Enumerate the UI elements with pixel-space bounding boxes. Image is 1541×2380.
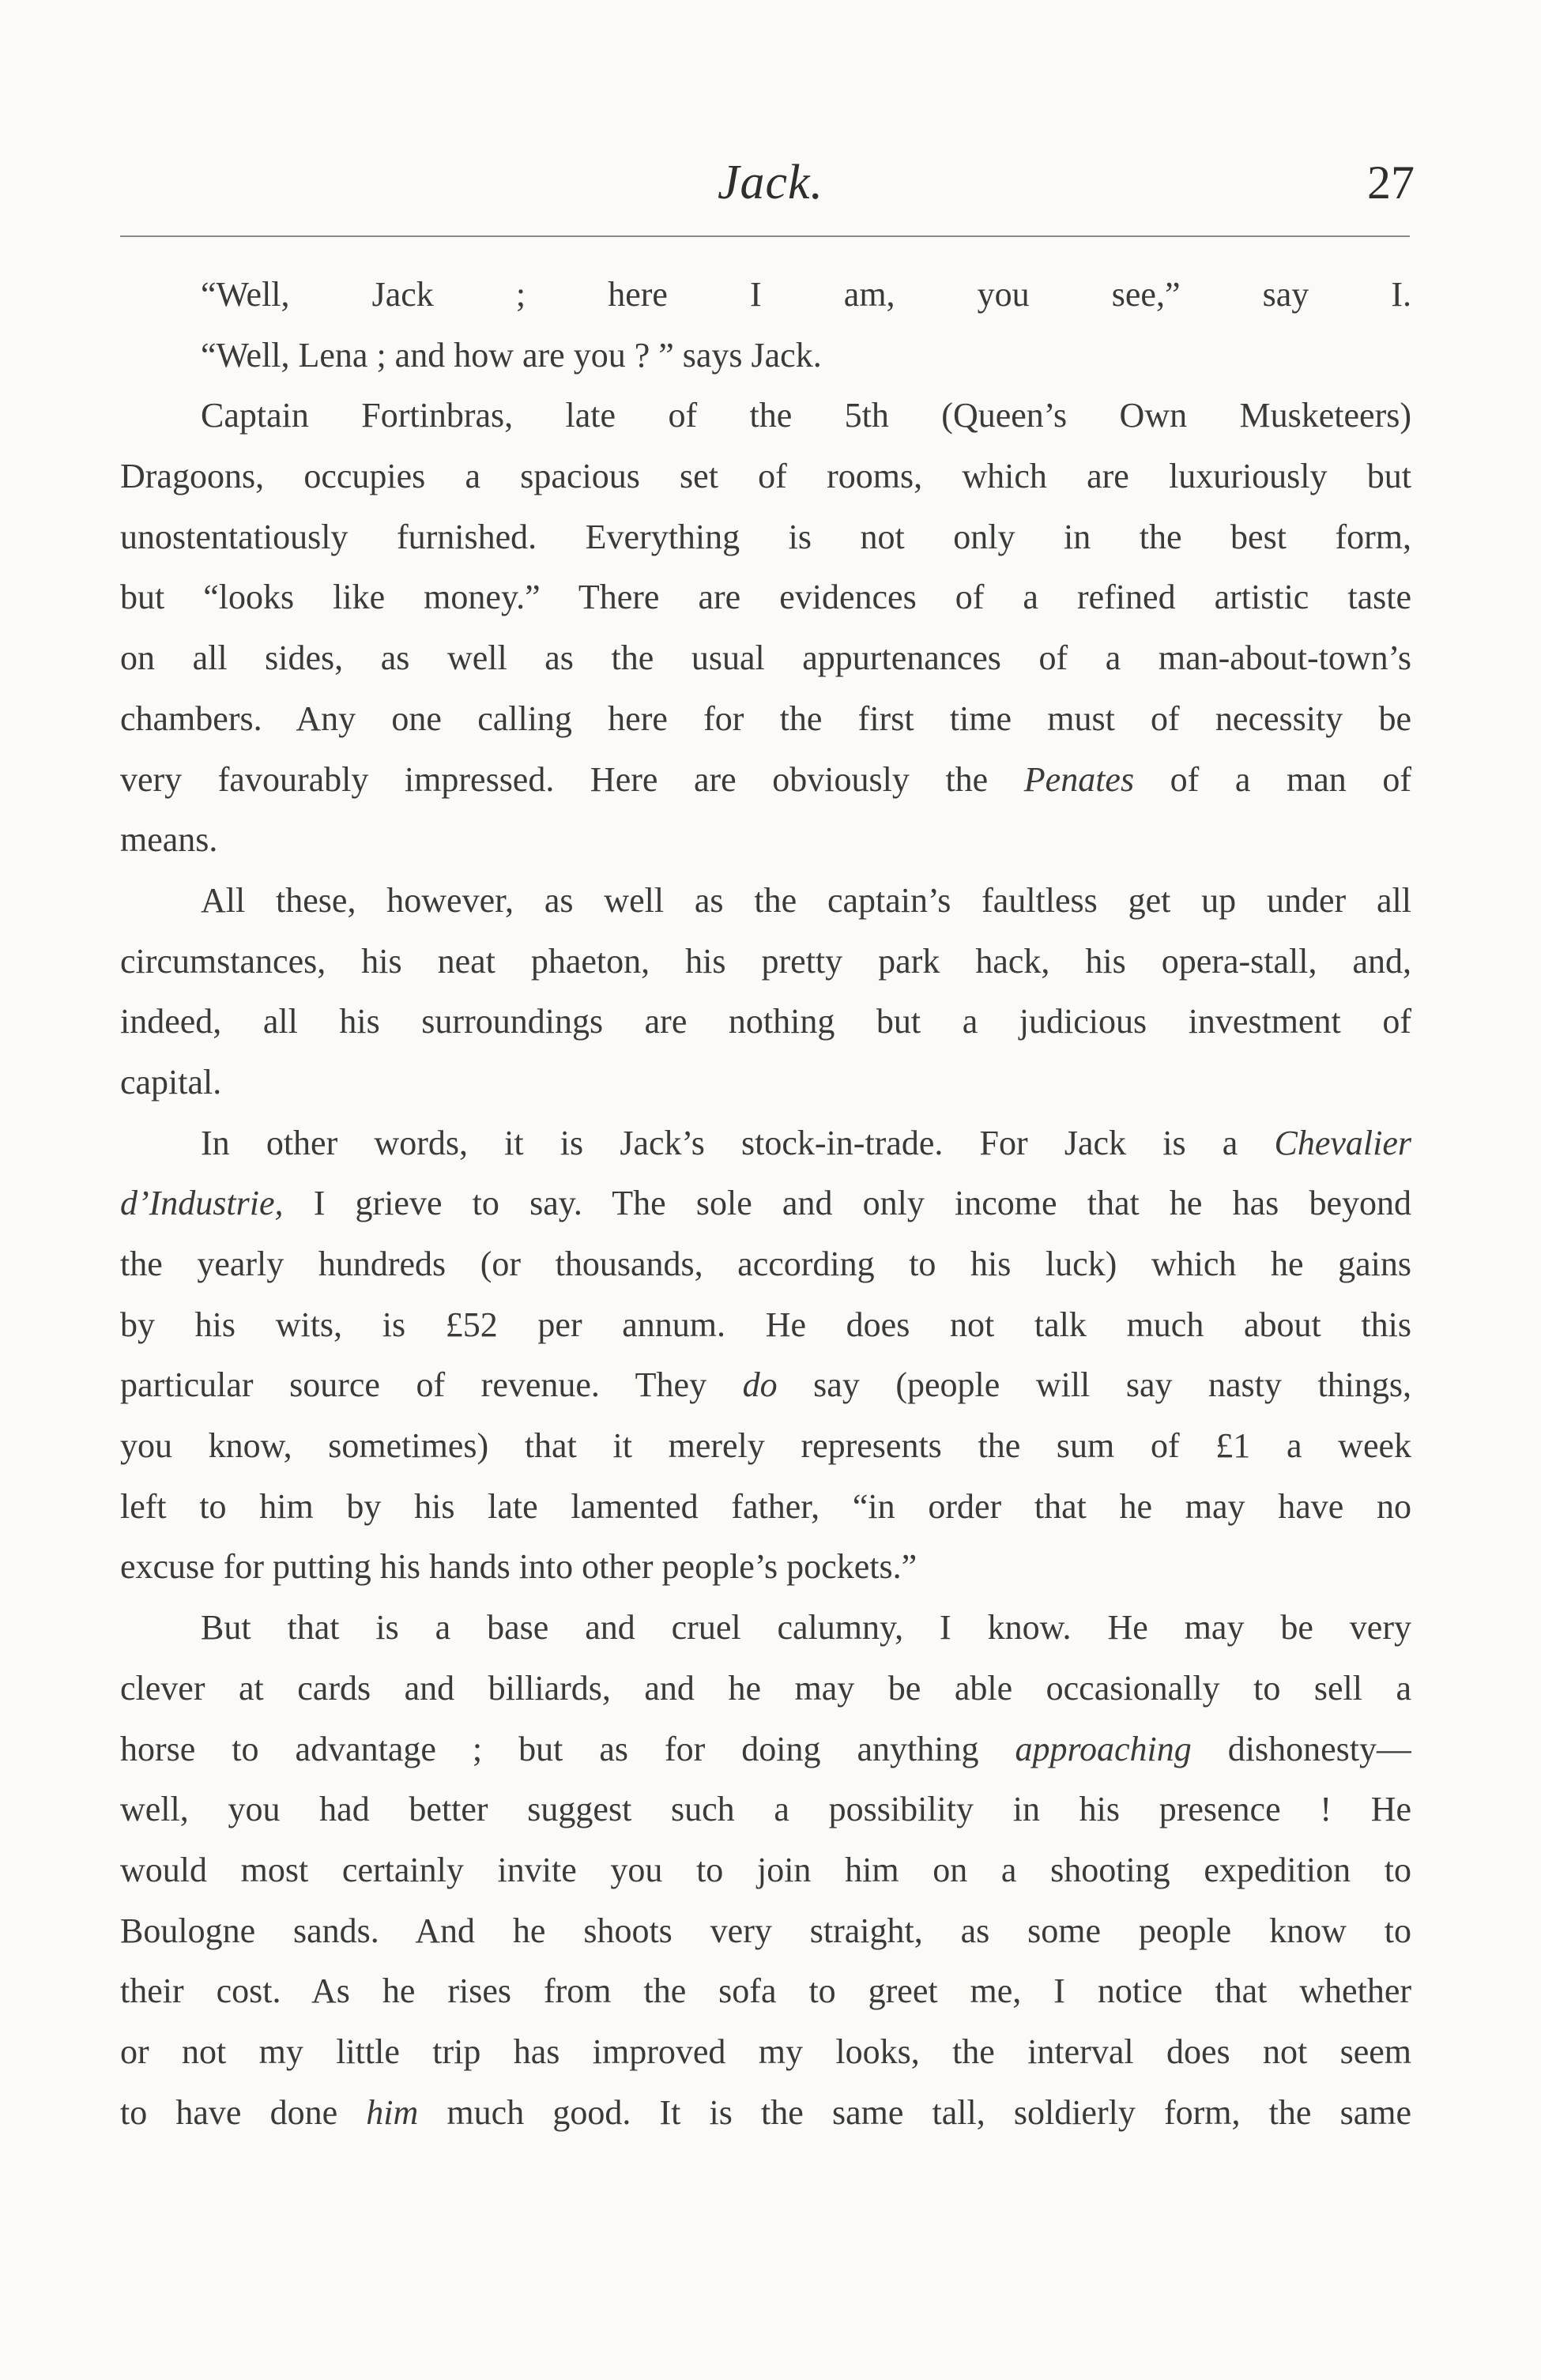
text-line: the yearly hundreds (or thousands, according to his luck) which he gains: [120, 1245, 1411, 1283]
text-line: by his wits, is £52 per annum. He does not talk much about this: [120, 1305, 1411, 1344]
text-line: All these, however, as well as the captain’s faultless get up under all: [201, 880, 1411, 920]
text-line: excuse for putting his hands into other people’s pockets.”: [120, 1547, 917, 1587]
text-line: clever at cards and billiards, and he may be able occasionally to sell a: [120, 1668, 1411, 1708]
text-line: horse to advantage ; but as for doing anything approaching dishonesty—: [120, 1729, 1411, 1768]
text-line: Boulogne sands. And he shoots very straight, as some people know to: [120, 1911, 1411, 1950]
text-line: very favourably impressed. Here are obviously the Penates of a man of: [120, 759, 1411, 799]
text-line: or not my little trip has improved my looks, the interval does not seem: [120, 2032, 1411, 2071]
text-line: “Well, Jack ; here I am, you see,” say I.: [201, 275, 1411, 314]
italic-text: do: [742, 1365, 778, 1405]
italic-text: Penates: [1023, 759, 1135, 799]
text-line: unostentatiously furnished. Everything is not only in the best form,: [120, 517, 1411, 556]
text-line: Captain Fortinbras, late of the 5th (Queen’s Own Musketeers): [201, 396, 1411, 435]
text-line: you know, sometimes) that it merely represents the sum of £1 a week: [120, 1426, 1411, 1466]
header-rule: [120, 235, 1410, 237]
text-line: capital.: [120, 1062, 222, 1102]
running-title: Jack.: [717, 156, 824, 209]
text-line: But that is a base and cruel calumny, I know. He may be very: [201, 1608, 1411, 1648]
italic-text: him: [366, 2092, 419, 2132]
text-line: their cost. As he rises from the sofa to greet me, I notice that whether: [120, 1971, 1411, 2011]
text-line: indeed, all his surroundings are nothing but a judicious investment of: [120, 1002, 1411, 1041]
text-line: In other words, it is Jack’s stock-in-trade. For Jack is a Chevalier: [201, 1123, 1411, 1162]
text-line: but “looks like money.” There are evidences of a refined artistic taste: [120, 578, 1411, 617]
text-line: means.: [120, 820, 218, 860]
text-line: left to him by his late lamented father, “in order that he may have no: [120, 1486, 1411, 1526]
text-line: would most certainly invite you to join him on a shooting expedition to: [120, 1850, 1411, 1889]
text-line: particular source of revenue. They do say (people will say nasty things,: [120, 1365, 1411, 1405]
text-line: to have done him much good. It is the same tall, soldierly form, the same: [120, 2092, 1411, 2132]
text-line: d’Industrie, I grieve to say. The sole and only income that he has beyond: [120, 1184, 1411, 1223]
text-line: “Well, Lena ; and how are you ? ” says Jack.: [201, 335, 822, 375]
page-number: 27: [1367, 156, 1415, 209]
text-line: circumstances, his neat phaeton, his pretty park hack, his opera-stall, and,: [120, 941, 1411, 981]
text-line: well, you had better suggest such a possibility in his presence ! He: [120, 1790, 1411, 1829]
italic-text: d’Industrie,: [120, 1184, 284, 1223]
text-line: on all sides, as well as the usual appurtenances of a man-about-town’s: [120, 638, 1411, 678]
text-line: Dragoons, occupies a spacious set of rooms, which are luxuriously but: [120, 457, 1411, 496]
text-line: chambers. Any one calling here for the first time must of necessity be: [120, 699, 1411, 738]
italic-text: approaching: [1015, 1729, 1192, 1768]
italic-text: Chevalier: [1274, 1123, 1411, 1162]
body-text: [120, 265, 1411, 2143]
running-head: [0, 139, 1541, 226]
